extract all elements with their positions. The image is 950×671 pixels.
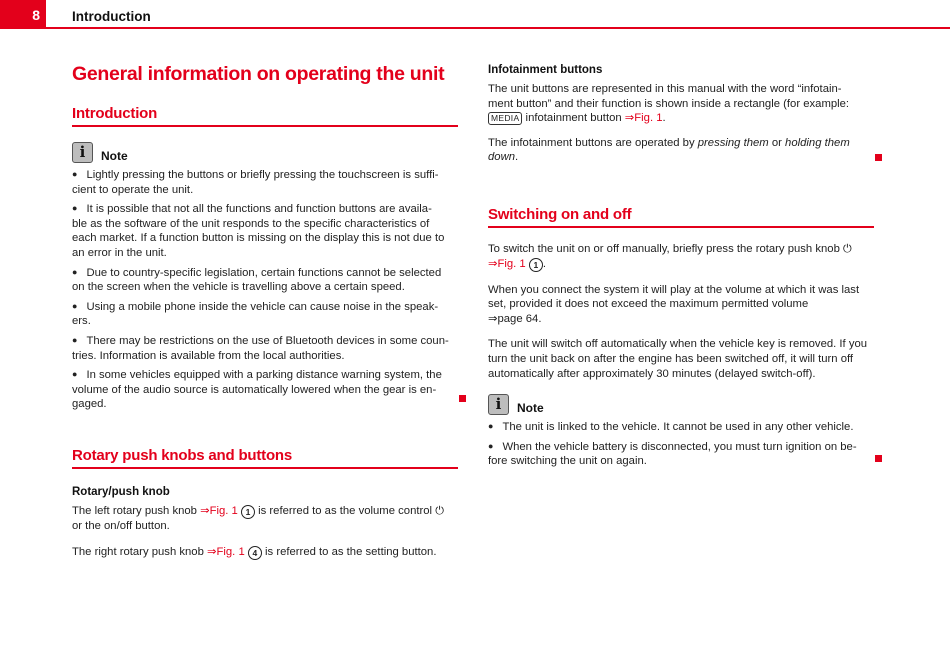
- switching-section: [488, 206, 874, 469]
- section-end-marker: [459, 395, 466, 402]
- paragraph: The right rotary push knob ⇒Fig. 1 4 is referred to as the setting button.: [72, 545, 437, 558]
- paragraph: To switch the unit on or off manually, briefly press the rotary push knob ⏻ ⇒Fig. 1 1 .: [488, 243, 852, 270]
- section-end-marker: [875, 455, 882, 462]
- list-item: ● Lightly pressing the buttons or briefly pressing the touchscreen is suffi- cient to operate the unit.: [72, 169, 439, 196]
- figure-link[interactable]: ⇒Fig. 1: [200, 505, 238, 517]
- info-icon: i: [488, 394, 509, 415]
- rotary-section: [72, 447, 458, 560]
- paragraph: The infotainment buttons are operated by pressing them or holding them down.: [488, 136, 850, 164]
- section-heading-switching: Switching on and off: [488, 206, 874, 228]
- subheading-rotary-knob: Rotary/push knob: [72, 486, 170, 498]
- list-item: ● There may be restrictions on the use of Bluetooth devices in some coun- tries. Information is available from the local authorities.: [72, 334, 449, 362]
- power-icon: ⏻: [435, 505, 444, 517]
- callout-number: 1: [241, 505, 255, 519]
- power-icon: ⏻: [843, 243, 852, 255]
- paragraph: When you connect the system it will play at the volume at which it was last set, provided it does not exceed the maximum permitted volume ⇒page 64.: [488, 283, 860, 325]
- note-bullets: [488, 419, 874, 469]
- list-item: ● Using a mobile phone inside the vehicle can cause noise in the speak- ers.: [72, 300, 439, 328]
- list-item: ● When the vehicle battery is disconnected, you must turn ignition on be- fore switching the unit on again.: [488, 440, 857, 468]
- note-bullets: [72, 167, 458, 412]
- note-header: [72, 142, 458, 163]
- note-label: Note: [517, 401, 544, 416]
- list-item: ● Due to country-specific legislation, certain functions cannot be selected on the screen when the vehicle is travelling above a certain speed.: [72, 266, 442, 294]
- page-link[interactable]: ⇒page 64: [488, 312, 539, 325]
- header-title: Introduction: [72, 9, 151, 24]
- note-header: [488, 394, 874, 415]
- list-item: ● In some vehicles equipped with a parking distance warning system, the volume of the audio source is automatically lowered when the gear is en- gaged.: [72, 369, 442, 411]
- header-rule: [0, 27, 950, 29]
- note-label: Note: [101, 149, 128, 163]
- section-end-marker: [875, 154, 882, 161]
- media-key-box: MEDIA: [488, 112, 522, 125]
- page-number: 8: [0, 0, 46, 28]
- figure-link[interactable]: ⇒Fig. 1: [624, 112, 663, 125]
- callout-number: 4: [248, 546, 262, 560]
- list-item: ● It is possible that not all the functions and function buttons are availa- ble as the software of the unit responds to the specific characteristics of each market. If a function button is missing on the display this is not due to an error in the unit.: [72, 203, 445, 259]
- info-icon: i: [72, 142, 93, 163]
- subheading-infotainment: Infotainment buttons: [488, 64, 603, 76]
- callout-number: 1: [529, 258, 543, 272]
- left-column: [72, 60, 458, 412]
- paragraph: The unit buttons are represented in this manual with the word “infotain- ment button” and their function is shown inside a rectangle (for example:: [488, 83, 850, 110]
- paragraph: The left rotary push knob ⇒Fig. 1 1 is referred to as the volume control ⏻ or the on/off button.: [72, 505, 444, 532]
- figure-link[interactable]: ⇒Fig. 1: [207, 545, 245, 558]
- figure-link[interactable]: ⇒Fig. 1: [488, 257, 526, 270]
- paragraph: The unit will switch off automatically when the vehicle key is removed. If you turn the unit back on after the engine has been switched off, it will turn off automatically after approximately 30 minutes (delayed switch-off).: [488, 338, 868, 380]
- list-item: ● The unit is linked to the vehicle. It cannot be used in any other vehicle.: [488, 421, 854, 434]
- paragraph: MEDIA infotainment button ⇒Fig. 1.: [488, 111, 874, 126]
- main-heading: General information on operating the unit: [72, 63, 445, 85]
- section-heading-rotary: Rotary push knobs and buttons: [72, 447, 458, 469]
- right-column: [488, 60, 874, 165]
- section-heading-introduction: Introduction: [72, 105, 458, 127]
